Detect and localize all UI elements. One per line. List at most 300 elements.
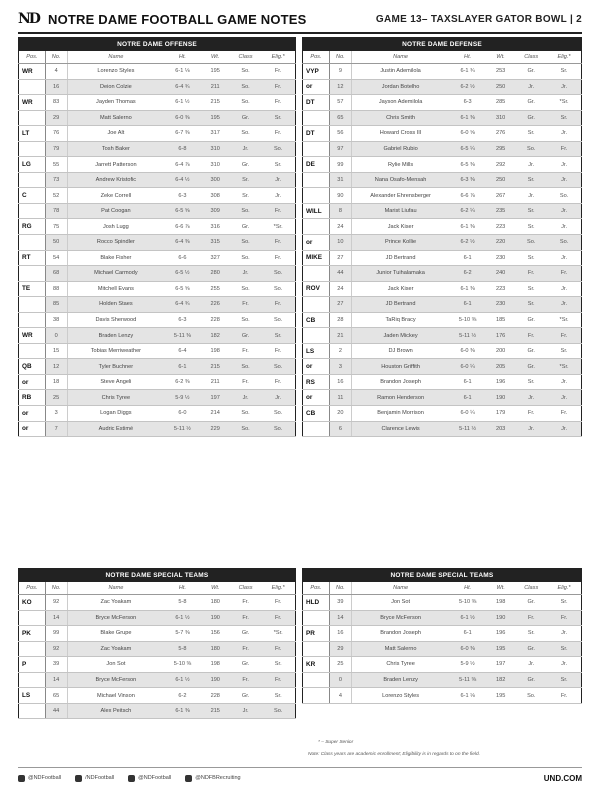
position-cell: or — [303, 359, 330, 375]
player-name: Holden Staes — [67, 297, 164, 313]
player-name: Davis Sherwood — [67, 312, 164, 328]
position-cell: or — [303, 390, 330, 406]
number-cell: 27 — [329, 297, 351, 313]
weight-cell: 317 — [201, 126, 230, 142]
number-cell: 14 — [45, 672, 67, 688]
number-cell: 28 — [329, 312, 351, 328]
column-header: Elig.* — [547, 51, 581, 64]
class-cell: Fr. — [515, 406, 547, 422]
number-cell: 7 — [45, 421, 67, 437]
position-cell: RB — [19, 390, 46, 406]
height-cell: 6-0 ⅜ — [449, 343, 486, 359]
class-cell: So. — [230, 312, 262, 328]
column-header: No. — [45, 51, 67, 64]
number-cell: 0 — [45, 328, 67, 344]
position-cell — [303, 110, 330, 126]
height-cell: 6-6 ⅞ — [164, 219, 200, 235]
table-row — [19, 312, 296, 328]
position-cell: RG — [19, 219, 46, 235]
table-row — [19, 406, 296, 422]
position-cell: TE — [19, 281, 46, 297]
game-info: GAME 13– TAXSLAYER GATOR BOWL | 2 — [375, 13, 582, 25]
player-name: DJ Brown — [351, 343, 449, 359]
column-header: Pos. — [19, 582, 46, 595]
player-name: JD Bertrand — [351, 297, 449, 313]
notre-dame-logo: ND — [18, 10, 39, 27]
weight-cell: 185 — [486, 312, 515, 328]
weight-cell: 195 — [486, 641, 515, 657]
position-cell — [303, 672, 330, 688]
table-row — [19, 250, 296, 266]
column-header: Name — [351, 51, 449, 64]
number-cell: 16 — [329, 626, 351, 642]
table-row — [303, 188, 582, 204]
class-cell: Jr. — [515, 79, 547, 95]
player-name: Brandon Joseph — [351, 626, 449, 642]
player-name: Pat Coogan — [67, 203, 164, 219]
weight-cell: 190 — [486, 610, 515, 626]
number-cell: 25 — [45, 390, 67, 406]
height-cell: 6-3 — [449, 95, 486, 111]
player-name: Jon Sot — [67, 657, 164, 673]
table-row — [19, 703, 296, 719]
table-row — [19, 235, 296, 251]
height-cell: 5-11 ½ — [449, 421, 486, 437]
weight-cell: 176 — [486, 328, 515, 344]
number-cell: 29 — [329, 641, 351, 657]
number-cell: 68 — [45, 266, 67, 282]
weight-cell: 310 — [486, 110, 515, 126]
social-link-instagram-recruiting[interactable] — [185, 775, 240, 782]
eligibility-cell: Fr. — [261, 64, 295, 80]
player-name: Lorenzo Styles — [67, 64, 164, 80]
eligibility-cell: Fr. — [261, 343, 295, 359]
table-row — [303, 641, 582, 657]
player-name: Matt Salerno — [351, 641, 449, 657]
table-row — [19, 219, 296, 235]
class-cell: Gr. — [230, 110, 262, 126]
weight-cell: 198 — [486, 595, 515, 611]
height-cell: 5-10 ⅜ — [449, 312, 486, 328]
table-row — [303, 672, 582, 688]
position-cell: CB — [303, 312, 330, 328]
position-cell — [303, 219, 330, 235]
weight-cell: 280 — [201, 266, 230, 282]
position-cell: PR — [303, 626, 330, 642]
table-row — [303, 126, 582, 142]
eligibility-cell: Sr. — [547, 343, 581, 359]
table-row — [19, 297, 296, 313]
eligibility-cell: Fr. — [261, 235, 295, 251]
position-cell — [19, 172, 46, 188]
player-name: Chris Tyree — [351, 657, 449, 673]
class-cell: Fr. — [230, 297, 262, 313]
weight-cell: 308 — [201, 188, 230, 204]
eligibility-cell: Jr. — [547, 219, 581, 235]
position-cell: DT — [303, 126, 330, 142]
height-cell: 5-7 ⅜ — [164, 626, 200, 642]
height-cell: 5-11 ½ — [449, 328, 486, 344]
class-cell: Sr. — [230, 188, 262, 204]
eligibility-cell: So. — [261, 703, 295, 719]
position-cell: C — [19, 188, 46, 204]
eligibility-cell: Jr. — [261, 172, 295, 188]
number-cell: 88 — [45, 281, 67, 297]
special-teams-table-right — [302, 568, 582, 704]
position-cell: or — [19, 421, 46, 437]
position-cell — [19, 343, 46, 359]
position-cell — [19, 266, 46, 282]
number-cell: 16 — [45, 79, 67, 95]
number-cell: 79 — [45, 141, 67, 157]
class-cell: Gr. — [230, 626, 262, 642]
player-name: Joe Alt — [67, 126, 164, 142]
position-cell — [303, 297, 330, 313]
weight-cell: 310 — [201, 141, 230, 157]
player-name: Chris Smith — [351, 110, 449, 126]
table-row — [303, 328, 582, 344]
position-cell — [19, 672, 46, 688]
number-cell: 54 — [45, 250, 67, 266]
weight-cell: 211 — [201, 79, 230, 95]
number-cell: 92 — [45, 641, 67, 657]
number-cell: 18 — [45, 374, 67, 390]
player-name: Benjamin Morrison — [351, 406, 449, 422]
column-header: No. — [45, 582, 67, 595]
number-cell: 55 — [45, 157, 67, 173]
number-cell: 14 — [45, 610, 67, 626]
class-cell: Fr. — [230, 610, 262, 626]
page-footer — [18, 773, 582, 783]
table-row — [19, 203, 296, 219]
weight-cell: 316 — [201, 219, 230, 235]
position-cell: CB — [303, 406, 330, 422]
table-row — [303, 95, 582, 111]
player-name: Marist Liufau — [351, 203, 449, 219]
player-name: Blake Grupe — [67, 626, 164, 642]
player-name: Blake Fisher — [67, 250, 164, 266]
column-header: Name — [67, 582, 164, 595]
table-row — [19, 343, 296, 359]
number-cell: 44 — [329, 266, 351, 282]
number-cell: 90 — [329, 188, 351, 204]
position-cell — [19, 203, 46, 219]
height-cell: 6-1 ⅛ — [164, 64, 200, 80]
eligibility-cell: Fr. — [547, 610, 581, 626]
class-cell: Fr. — [230, 641, 262, 657]
weight-cell: 179 — [486, 406, 515, 422]
table-row — [19, 672, 296, 688]
twitter-icon — [18, 775, 25, 782]
player-name: Jaden Mickey — [351, 328, 449, 344]
height-cell: 6-3 ⅜ — [449, 172, 486, 188]
weight-cell: 215 — [201, 703, 230, 719]
height-cell: 6-5 ½ — [164, 266, 200, 282]
eligibility-cell: *Sr. — [547, 359, 581, 375]
class-cell: Gr. — [515, 312, 547, 328]
weight-cell: 240 — [486, 266, 515, 282]
table-row — [303, 626, 582, 642]
position-cell — [303, 421, 330, 437]
document-title: NOTRE DAME FOOTBALL GAME NOTES — [48, 11, 307, 27]
height-cell: 6-3 — [164, 312, 200, 328]
column-header: No. — [329, 582, 351, 595]
weight-cell: 195 — [201, 64, 230, 80]
eligibility-cell: So. — [547, 188, 581, 204]
number-cell: 56 — [329, 126, 351, 142]
eligibility-cell: Fr. — [261, 79, 295, 95]
position-cell — [19, 312, 46, 328]
table-row — [303, 374, 582, 390]
player-name: TaRiq Bracy — [351, 312, 449, 328]
column-header: Name — [67, 51, 164, 64]
class-cell: Fr. — [230, 343, 262, 359]
instagram-icon — [185, 775, 192, 782]
eligibility-cell: Fr. — [261, 374, 295, 390]
eligibility-cell: Sr. — [261, 688, 295, 704]
eligibility-cell: Sr. — [261, 657, 295, 673]
table-row — [303, 390, 582, 406]
column-header: Wt. — [201, 51, 230, 64]
position-cell: RS — [303, 374, 330, 390]
eligibility-cell: Jr. — [547, 79, 581, 95]
table-row — [303, 657, 582, 673]
table-title: NOTRE DAME SPECIAL TEAMS — [303, 569, 582, 582]
column-header: No. — [329, 51, 351, 64]
number-cell: 21 — [329, 328, 351, 344]
player-name: Jayden Thomas — [67, 95, 164, 111]
height-cell: 6-5 ¼ — [449, 141, 486, 157]
column-header: Class — [515, 51, 547, 64]
height-cell: 6-2 ⅜ — [164, 374, 200, 390]
weight-cell: 196 — [486, 374, 515, 390]
eligibility-cell: *Sr. — [261, 219, 295, 235]
weight-cell: 215 — [201, 359, 230, 375]
table-row — [19, 641, 296, 657]
weight-cell: 230 — [486, 250, 515, 266]
position-cell — [19, 110, 46, 126]
height-cell: 6-4 ⅞ — [164, 157, 200, 173]
eligibility-cell: *Sr. — [261, 626, 295, 642]
eligibility-cell: Sr. — [547, 672, 581, 688]
eligibility-cell: Jr. — [547, 390, 581, 406]
eligibility-cell: Sr. — [261, 110, 295, 126]
height-cell: 5-10 ⅜ — [164, 657, 200, 673]
height-cell: 6-1 — [449, 390, 486, 406]
height-cell: 6-7 ⅜ — [164, 126, 200, 142]
player-name: Zac Yoakam — [67, 641, 164, 657]
table-row — [19, 126, 296, 142]
table-row — [19, 610, 296, 626]
player-name: Gabriel Rubio — [351, 141, 449, 157]
class-cell: Jr. — [515, 188, 547, 204]
weight-cell: 215 — [201, 95, 230, 111]
position-cell: P — [19, 657, 46, 673]
weight-cell: 195 — [486, 688, 515, 704]
table-row — [303, 235, 582, 251]
height-cell: 6-1 ¾ — [449, 64, 486, 80]
class-cell: Gr. — [515, 95, 547, 111]
eligibility-cell: Fr. — [261, 250, 295, 266]
weight-cell: 285 — [486, 95, 515, 111]
weight-cell: 196 — [486, 626, 515, 642]
height-cell: 6-2 ½ — [449, 235, 486, 251]
table-row — [303, 266, 582, 282]
class-cell: Sr. — [230, 172, 262, 188]
class-cell: So. — [515, 235, 547, 251]
table-row — [303, 359, 582, 375]
position-cell — [303, 641, 330, 657]
eligibility-cell: Jr. — [547, 126, 581, 142]
position-cell — [19, 703, 46, 719]
eligibility-cell: So. — [261, 281, 295, 297]
table-row — [19, 95, 296, 111]
position-cell: LG — [19, 157, 46, 173]
number-cell: 39 — [329, 595, 351, 611]
eligibility-cell: Fr. — [261, 95, 295, 111]
number-cell: 12 — [45, 359, 67, 375]
position-cell: WR — [19, 64, 46, 80]
weight-cell: 295 — [486, 141, 515, 157]
social-link-twitter[interactable] — [18, 775, 61, 782]
class-cell: So. — [515, 141, 547, 157]
column-header: Class — [230, 51, 262, 64]
eligibility-cell: Sr. — [547, 110, 581, 126]
class-cell: So. — [230, 126, 262, 142]
class-cell: Sr. — [515, 203, 547, 219]
social-link-facebook[interactable] — [75, 775, 114, 782]
eligibility-cell: So. — [261, 406, 295, 422]
column-header: Wt. — [201, 582, 230, 595]
position-cell — [19, 610, 46, 626]
number-cell: 57 — [329, 95, 351, 111]
social-link-instagram[interactable] — [128, 775, 171, 782]
column-header: Ht. — [164, 582, 200, 595]
table-row — [19, 374, 296, 390]
player-name: Zeke Correll — [67, 188, 164, 204]
eligibility-cell: Jr. — [547, 157, 581, 173]
class-year-note: Note: Class years are academic enrollment; Eligibility is in regards to on the field. — [308, 752, 480, 757]
table-row — [303, 595, 582, 611]
number-cell: 24 — [329, 219, 351, 235]
number-cell: 38 — [45, 312, 67, 328]
number-cell: 73 — [45, 172, 67, 188]
position-cell — [303, 141, 330, 157]
weight-cell: 190 — [486, 390, 515, 406]
table-row — [19, 595, 296, 611]
player-name: Prince Kollie — [351, 235, 449, 251]
player-name: JD Bertrand — [351, 250, 449, 266]
weight-cell: 226 — [201, 297, 230, 313]
column-header: Wt. — [486, 51, 515, 64]
number-cell: 99 — [45, 626, 67, 642]
header-rule — [18, 32, 582, 34]
instagram-icon — [128, 775, 135, 782]
player-name: Zac Yoakam — [67, 595, 164, 611]
number-cell: 76 — [45, 126, 67, 142]
class-cell: Gr. — [515, 641, 547, 657]
position-cell: KR — [303, 657, 330, 673]
weight-cell: 229 — [201, 421, 230, 437]
number-cell: 3 — [329, 359, 351, 375]
height-cell: 6-0 ⅜ — [164, 110, 200, 126]
eligibility-cell: Jr. — [547, 250, 581, 266]
class-cell: Fr. — [515, 328, 547, 344]
player-name: Chris Tyree — [67, 390, 164, 406]
position-cell: or — [19, 406, 46, 422]
number-cell: 15 — [45, 343, 67, 359]
player-name: Alex Peitsch — [67, 703, 164, 719]
number-cell: 29 — [45, 110, 67, 126]
class-cell: Fr. — [230, 672, 262, 688]
weight-cell: 300 — [201, 172, 230, 188]
height-cell: 5-9 ½ — [449, 657, 486, 673]
player-name: Tosh Baker — [67, 141, 164, 157]
number-cell: 83 — [45, 95, 67, 111]
eligibility-cell: *Sr. — [547, 95, 581, 111]
eligibility-cell: Fr. — [261, 126, 295, 142]
column-header: Class — [515, 582, 547, 595]
weight-cell: 292 — [486, 157, 515, 173]
number-cell: 2 — [329, 343, 351, 359]
website-link[interactable]: UND.COM — [543, 773, 582, 783]
eligibility-cell: Jr. — [261, 390, 295, 406]
social-label: @NDFootball — [138, 775, 172, 781]
weight-cell: 230 — [486, 297, 515, 313]
number-cell: 31 — [329, 172, 351, 188]
eligibility-cell: Fr. — [547, 328, 581, 344]
class-cell: Sr. — [515, 374, 547, 390]
number-cell: 6 — [329, 421, 351, 437]
eligibility-cell: Fr. — [547, 141, 581, 157]
table-row — [303, 281, 582, 297]
class-cell: Gr. — [515, 110, 547, 126]
number-cell: 99 — [329, 157, 351, 173]
position-cell: WR — [19, 95, 46, 111]
weight-cell: 250 — [486, 172, 515, 188]
position-cell: DT — [303, 95, 330, 111]
height-cell: 6-5 ⅜ — [449, 157, 486, 173]
height-cell: 6-1 — [449, 374, 486, 390]
number-cell: 24 — [329, 281, 351, 297]
eligibility-cell: Fr. — [547, 406, 581, 422]
weight-cell: 223 — [486, 281, 515, 297]
weight-cell: 255 — [201, 281, 230, 297]
table-row — [19, 110, 296, 126]
weight-cell: 310 — [201, 157, 230, 173]
column-header: Wt. — [486, 582, 515, 595]
table-row — [19, 141, 296, 157]
weight-cell: 180 — [201, 595, 230, 611]
number-cell: 75 — [45, 219, 67, 235]
weight-cell: 198 — [201, 343, 230, 359]
height-cell: 5-8 — [164, 595, 200, 611]
position-cell: ROV — [303, 281, 330, 297]
eligibility-cell: Fr. — [547, 266, 581, 282]
number-cell: 44 — [45, 703, 67, 719]
number-cell: 0 — [329, 672, 351, 688]
weight-cell: 228 — [201, 688, 230, 704]
player-name: Rocco Spindler — [67, 235, 164, 251]
height-cell: 6-0 ¼ — [449, 359, 486, 375]
position-cell — [303, 188, 330, 204]
class-cell: Gr. — [515, 359, 547, 375]
eligibility-cell: Sr. — [547, 595, 581, 611]
height-cell: 6-1 ⅜ — [164, 703, 200, 719]
column-header: Elig.* — [261, 582, 295, 595]
table-row — [19, 266, 296, 282]
position-cell: or — [303, 79, 330, 95]
